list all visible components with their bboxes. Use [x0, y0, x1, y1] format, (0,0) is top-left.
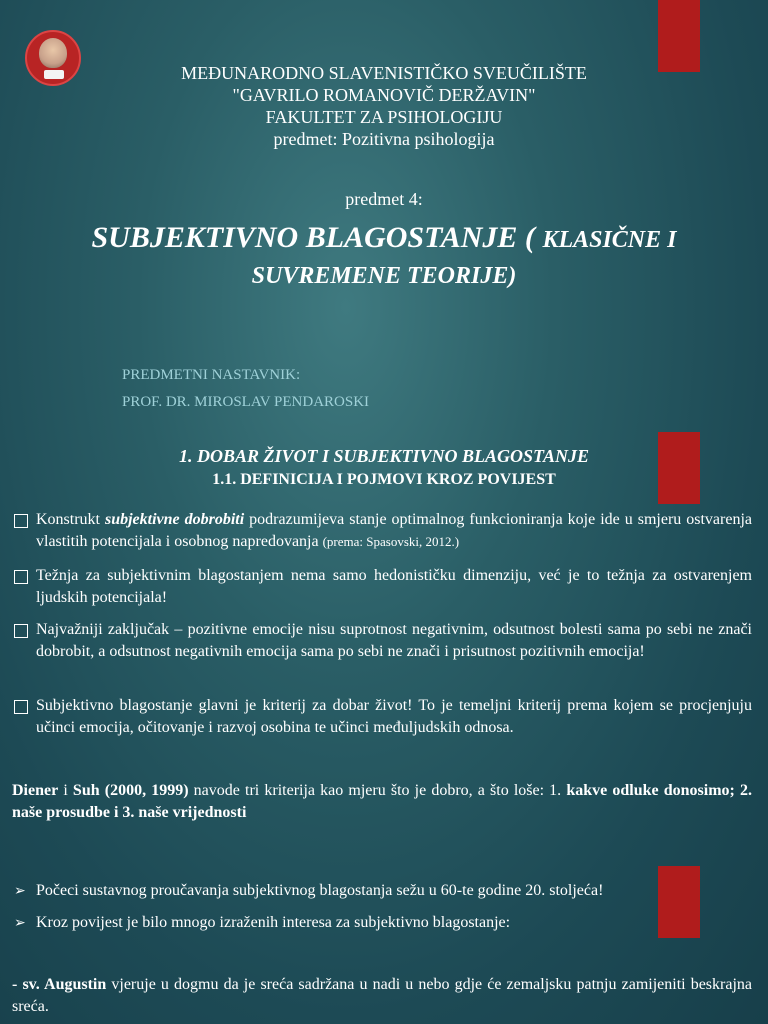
diener-paragraph [12, 780, 752, 824]
bullet-icon [14, 514, 28, 528]
title-line-1 [0, 220, 768, 258]
arrow-bullet-icon: ➢ [14, 916, 26, 931]
diener-name: Diener [12, 782, 59, 799]
bullet-icon [14, 700, 28, 714]
teacher-label: PREDMETNI NASTAVNIK: [122, 367, 301, 383]
b1-part-b: podrazumijeva stanje optimalnog funkcioniranja koje ide u smjeru ostvarenja vlastitih potencijala i osobnog napredovanja [36, 511, 752, 550]
header-line-4: predmet: Pozitivna psihologija [273, 129, 495, 149]
diener-and: i [58, 782, 73, 799]
diener-criteria: kakve odluke donosimo; 2. naše prosudbe i 3. naše vrijednosti [12, 782, 752, 821]
arrow-bullet-icon: ➢ [14, 884, 26, 899]
title-line-2: SUVREMENE TEORIJE) [251, 263, 517, 289]
title-main: SUBJEKTIVNO BLAGOSTANJE ( [91, 221, 543, 254]
bullet-text-3: Najvažniji zaključak – pozitivne emocije nisu suprotnost negativnim, odsutnost bolesti sama po sebi ne znači dobrobit, a odsutnost negativnih emocija sama po sebi ne znači i prisutnost pozitivnih emocija! [36, 621, 752, 660]
bullet-text-2: Težnja za subjektivnim blagostanjem nema samo hedonističku dimenziju, već je to težnja za ostvarenjem ljudskih potencijala! [36, 567, 752, 606]
header-line-2: "GAVRILO ROMANOVIČ DERŽAVIN" [232, 85, 536, 105]
suh-name: Suh (2000, 1999) [72, 782, 189, 799]
header-line-1: MEĐUNARODNO SLAVENISTIČKO SVEUČILIŠTE [181, 63, 587, 83]
section-heading: 1. DOBAR ŽIVOT I SUBJEKTIVNO BLAGOSTANJE [178, 446, 590, 466]
b1-emphasis: subjektivne dobrobiti [104, 511, 245, 528]
augustin-paragraph [12, 974, 752, 1018]
red-accent-bar-middle [658, 432, 700, 504]
b1-citation: (prema: Spasovski, 2012.) [322, 534, 460, 549]
arrow-text-1: Počeci sustavnog proučavanja subjektivnog blagostanja sežu u 60-te godine 20. stoljeća! [36, 882, 604, 899]
bullet-icon [14, 624, 28, 638]
augustin-name: - sv. Augustin [12, 976, 107, 993]
bullet-text-4: Subjektivno blagostanje glavni je kriterij za dobar život! To je temeljni kriterij prema kojem se procjenjuju učinci emocija, očitovanje i razvoj osobina te učinci međuljudskih odnosa. [36, 697, 752, 736]
header-block [0, 62, 768, 150]
title-small: KLASIČNE I [542, 227, 677, 253]
subject-label: predmet 4: [345, 189, 423, 209]
teacher-name: PROF. DR. MIROSLAV PENDAROSKI [122, 394, 370, 410]
section-subheading: 1.1. DEFINICIJA I POJMOVI KROZ POVIJEST [212, 471, 556, 488]
bullet-text-1 [36, 509, 752, 553]
arrow-text-2: Kroz povijest je bilo mnogo izraženih interesa za subjektivno blagostanje: [36, 914, 511, 931]
b1-part-a: Konstrukt [36, 511, 105, 528]
page-title [0, 220, 768, 294]
header-line-3: FAKULTET ZA PSIHOLOGIJU [265, 107, 503, 127]
augustin-text: vjeruje u dogmu da je sreća sadržana u nadi u nebo gdje će zemaljsku patnju zamijeniti beskrajna sreća. [12, 976, 752, 1015]
diener-text: navode tri kriterija kao mjeru što je dobro, a što loše: 1. [188, 782, 567, 799]
bullet-icon [14, 570, 28, 584]
